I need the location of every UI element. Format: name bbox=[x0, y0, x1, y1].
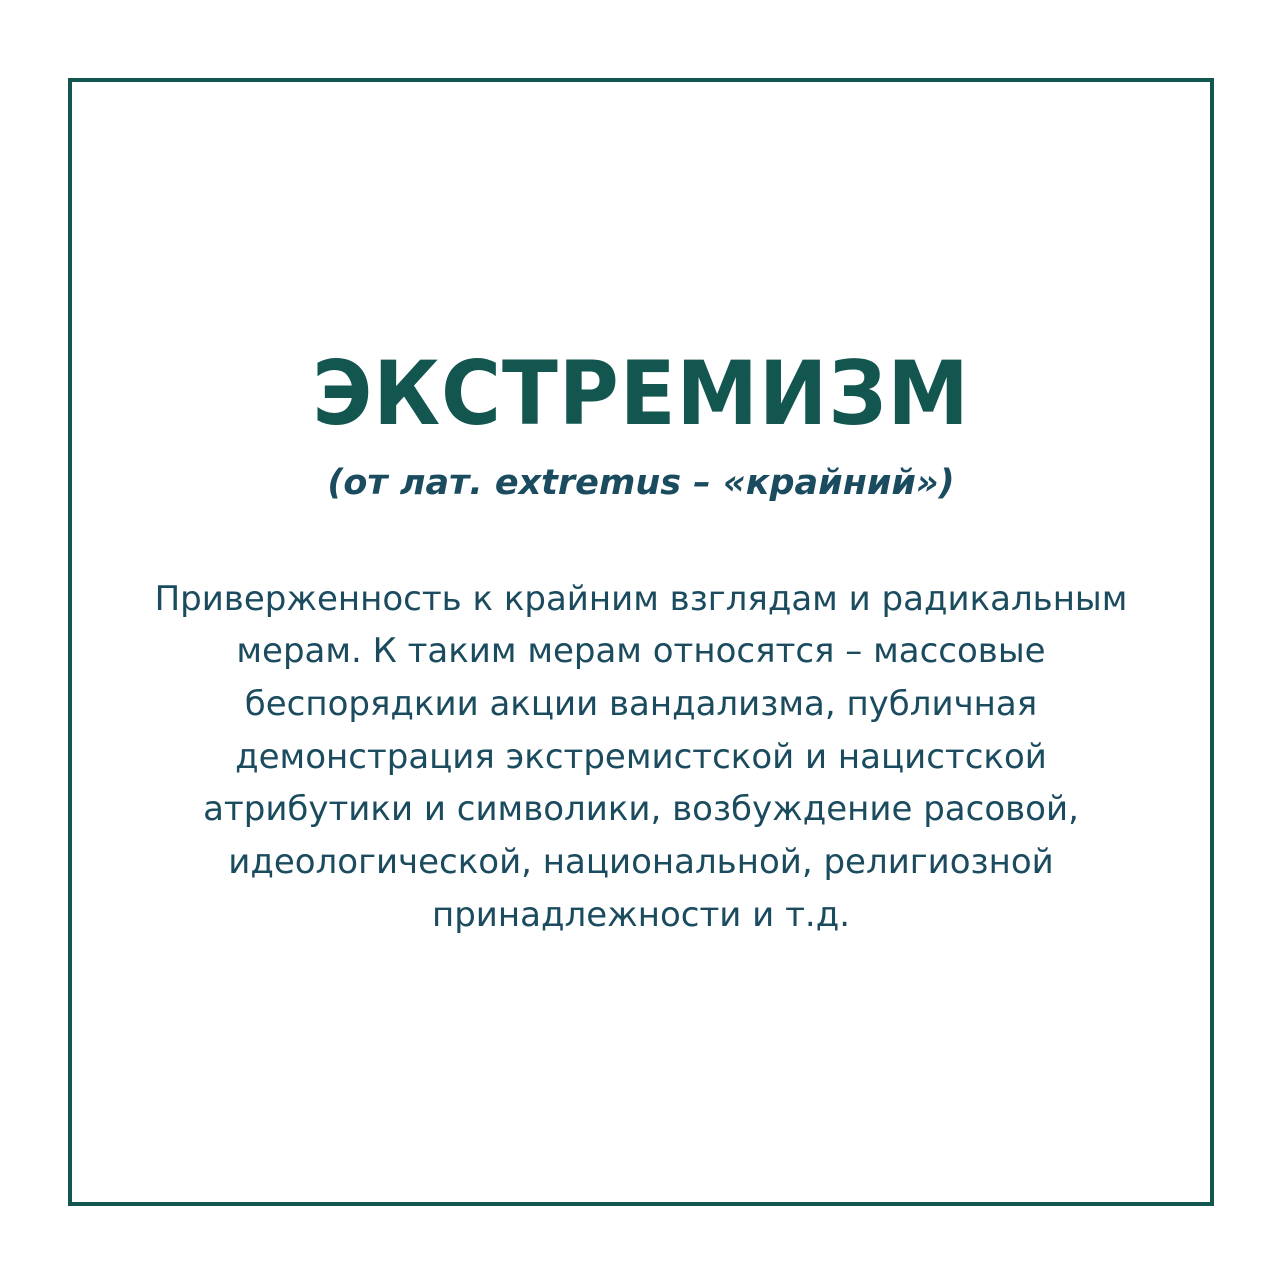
definition-text: Приверженность к крайним взглядам и радикальным мерам. К таким мерам относятся – массовые беспорядкии акции вандализма, публичная демонстрация экстремистской и нацистской атрибутики и символики, возбуждение расовой, идеологической, национальной, религиозной принадлежности и т.д. bbox=[154, 578, 1128, 935]
title-etymology: (от лат. extremus – «крайний») bbox=[327, 463, 955, 503]
card-content bbox=[136, 82, 1146, 941]
page-title: ЭКСТРЕМИЗМ bbox=[312, 342, 970, 445]
definition-card bbox=[68, 78, 1214, 1206]
